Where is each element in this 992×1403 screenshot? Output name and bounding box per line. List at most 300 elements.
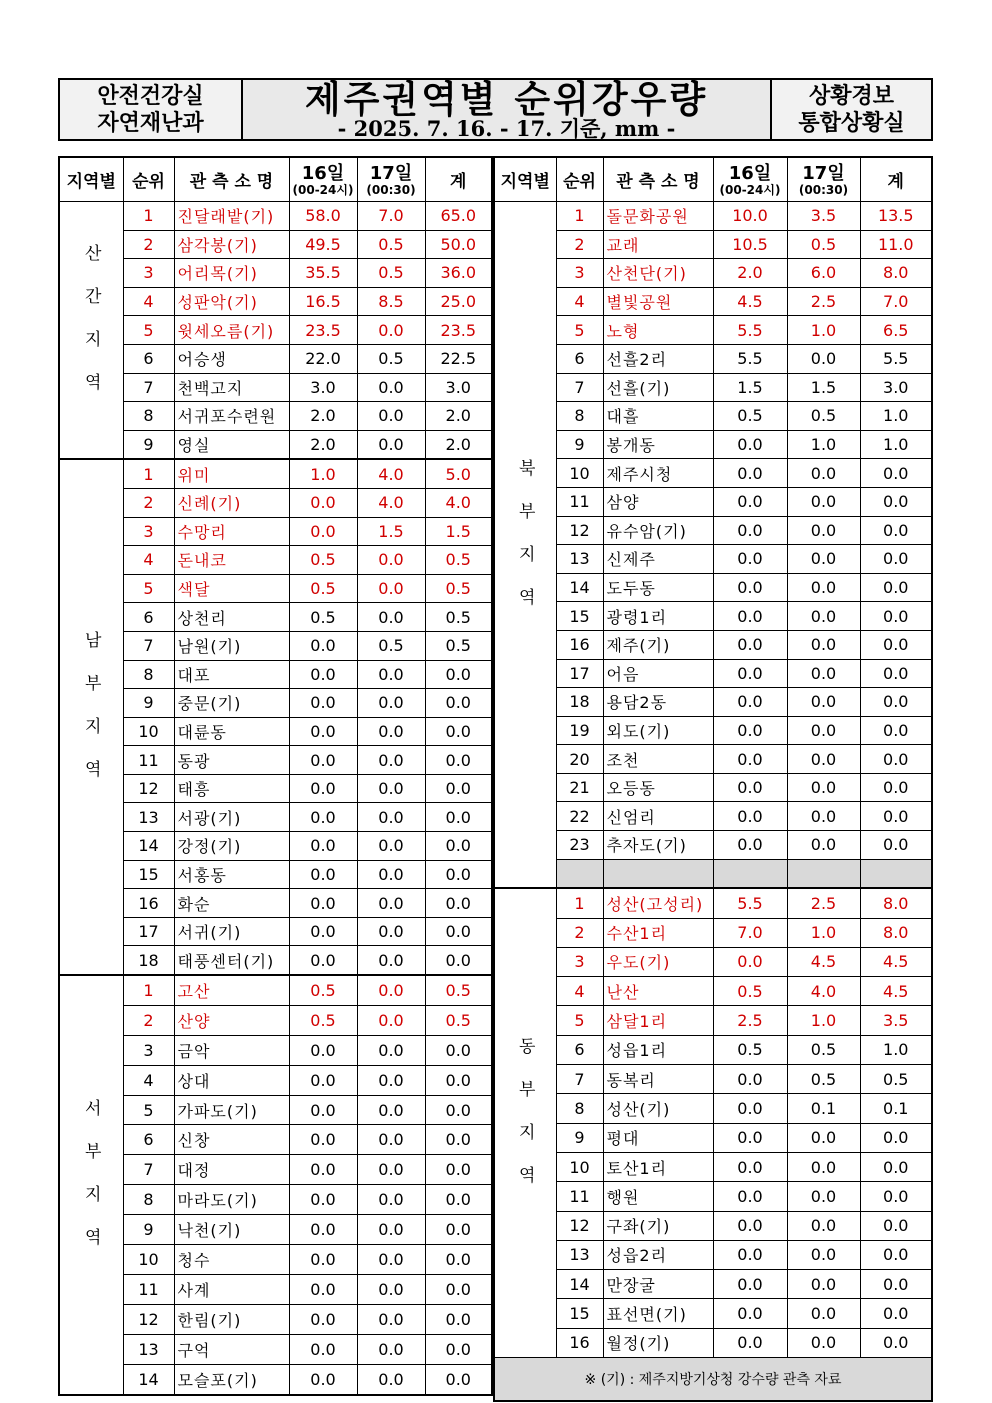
station-name: 구좌(기) bbox=[603, 1211, 713, 1240]
rain-day17: 0.0 bbox=[787, 1123, 860, 1152]
title-box bbox=[243, 77, 770, 141]
station-name: 수산1리 bbox=[603, 918, 713, 947]
rain-day16: 0.5 bbox=[289, 1005, 357, 1035]
rain-day17: 1.5 bbox=[357, 517, 425, 546]
col-region: 지역별 bbox=[59, 157, 123, 202]
station-name: 만장굴 bbox=[603, 1270, 713, 1299]
station-rank: 8 bbox=[123, 660, 174, 689]
east-row bbox=[494, 1270, 932, 1299]
rain-day17: 0.0 bbox=[787, 773, 860, 802]
south-row bbox=[59, 631, 492, 660]
station-rank: 11 bbox=[556, 487, 603, 516]
station-name: 중문(기) bbox=[174, 689, 289, 718]
rain-day17: 0.0 bbox=[357, 1065, 425, 1095]
station-name: 유수암(기) bbox=[603, 516, 713, 545]
rain-total: 0.0 bbox=[425, 860, 492, 889]
station-rank: 8 bbox=[123, 1185, 174, 1215]
station-rank: 6 bbox=[123, 603, 174, 632]
north-row bbox=[494, 630, 932, 659]
station-name: 광령1리 bbox=[603, 602, 713, 631]
station-name: 서귀포수련원 bbox=[174, 402, 289, 431]
rain-day17: 0.5 bbox=[357, 259, 425, 288]
station-rank: 12 bbox=[556, 516, 603, 545]
col-day16-range: (00-24시) bbox=[292, 182, 354, 197]
rain-total: 11.0 bbox=[860, 230, 932, 259]
south-row bbox=[59, 860, 492, 889]
rain-day16: 0.0 bbox=[713, 1094, 787, 1123]
rain-day16: 0.0 bbox=[289, 917, 357, 946]
rain-total: 0.0 bbox=[860, 545, 932, 574]
rain-day17: 0.0 bbox=[787, 1328, 860, 1357]
station-name: 선흘2리 bbox=[603, 344, 713, 373]
rain-day16: 0.0 bbox=[713, 1065, 787, 1094]
rain-total: 5.5 bbox=[860, 344, 932, 373]
rain-total: 0.0 bbox=[425, 1245, 492, 1275]
col-day17-range: (00:30) bbox=[366, 182, 416, 197]
rain-total: 0.0 bbox=[860, 1152, 932, 1181]
station-rank: 21 bbox=[556, 773, 603, 802]
right-table-header bbox=[494, 157, 932, 202]
department-box bbox=[60, 80, 243, 139]
col-day17-label: 17일 bbox=[802, 162, 845, 184]
south-row bbox=[59, 603, 492, 632]
rain-total: 0.0 bbox=[860, 573, 932, 602]
rain-day17: 0.5 bbox=[357, 230, 425, 259]
rain-day16: 0.0 bbox=[289, 1065, 357, 1095]
rain-day16: 0.0 bbox=[713, 1182, 787, 1211]
rain-total: 0.0 bbox=[425, 1274, 492, 1304]
col-day17 bbox=[787, 157, 860, 202]
station-rank: 10 bbox=[556, 1152, 603, 1181]
rain-day17: 0.0 bbox=[787, 1299, 860, 1328]
rain-day16: 0.0 bbox=[713, 947, 787, 976]
station-name: 용담2동 bbox=[603, 688, 713, 717]
rain-day17: 0.0 bbox=[357, 430, 425, 459]
station-rank: 1 bbox=[123, 459, 174, 488]
station-name: 평대 bbox=[603, 1123, 713, 1152]
station-rank: 6 bbox=[556, 1035, 603, 1064]
station-name: 난산 bbox=[603, 977, 713, 1006]
rain-total: 0.5 bbox=[425, 1005, 492, 1035]
rain-day16: 0.0 bbox=[289, 717, 357, 746]
rain-day16: 16.5 bbox=[289, 287, 357, 316]
station-rank: 3 bbox=[123, 1035, 174, 1065]
rain-total: 0.0 bbox=[860, 1328, 932, 1357]
rain-day17: 4.0 bbox=[787, 977, 860, 1006]
col-day16-label: 16일 bbox=[301, 162, 345, 184]
east-row bbox=[494, 888, 932, 918]
south-row bbox=[59, 746, 492, 775]
rain-day17: 0.0 bbox=[787, 688, 860, 717]
rain-day17: 4.0 bbox=[357, 488, 425, 517]
rain-day16: 0.0 bbox=[289, 1304, 357, 1334]
rain-day16: 2.5 bbox=[713, 1006, 787, 1035]
right-rainfall-table bbox=[493, 156, 933, 1402]
rain-day16: 4.5 bbox=[713, 287, 787, 316]
station-name: 조천 bbox=[603, 745, 713, 774]
rain-total: 1.0 bbox=[860, 402, 932, 431]
west-row bbox=[59, 1245, 492, 1275]
rain-day16: 0.0 bbox=[289, 689, 357, 718]
rain-day17: 0.0 bbox=[787, 745, 860, 774]
col-total: 계 bbox=[860, 157, 932, 202]
rain-total: 0.0 bbox=[860, 1211, 932, 1240]
rain-day17: 2.5 bbox=[787, 888, 860, 918]
rain-day17: 1.0 bbox=[787, 430, 860, 459]
station-name: 외도(기) bbox=[603, 716, 713, 745]
north-row bbox=[494, 487, 932, 516]
rain-day16: 2.0 bbox=[289, 430, 357, 459]
rain-day17: 1.5 bbox=[787, 373, 860, 402]
south-row bbox=[59, 689, 492, 718]
department-line-2: 자연재난과 bbox=[97, 110, 204, 136]
station-name: 성판악(기) bbox=[174, 287, 289, 316]
station-rank: 3 bbox=[556, 259, 603, 288]
rain-total: 0.0 bbox=[860, 516, 932, 545]
rain-day17: 0.5 bbox=[787, 402, 860, 431]
station-rank: 4 bbox=[556, 287, 603, 316]
station-name: 행원 bbox=[603, 1182, 713, 1211]
station-rank: 15 bbox=[556, 1299, 603, 1328]
rain-total: 7.0 bbox=[860, 287, 932, 316]
rain-day16: 0.0 bbox=[289, 1095, 357, 1125]
rain-day17: 0.0 bbox=[787, 573, 860, 602]
station-name: 상대 bbox=[174, 1065, 289, 1095]
rain-day16: 23.5 bbox=[289, 316, 357, 345]
station-rank: 20 bbox=[556, 745, 603, 774]
station-rank: 2 bbox=[123, 230, 174, 259]
rain-total: 0.0 bbox=[425, 803, 492, 832]
station-name: 대흘 bbox=[603, 402, 713, 431]
station-rank: 7 bbox=[556, 1065, 603, 1094]
station-name: 한림(기) bbox=[174, 1304, 289, 1334]
rain-total: 0.0 bbox=[425, 946, 492, 975]
station-rank: 4 bbox=[123, 287, 174, 316]
mountain-row bbox=[59, 430, 492, 459]
rain-day17: 0.0 bbox=[787, 716, 860, 745]
rain-total: 0.5 bbox=[860, 1065, 932, 1094]
page-subtitle: - 2025. 7. 16. - 17. 기준, mm - bbox=[337, 115, 676, 141]
rain-day17: 1.0 bbox=[787, 316, 860, 345]
north-row bbox=[494, 802, 932, 831]
rain-total: 65.0 bbox=[425, 202, 492, 231]
rain-day17: 0.0 bbox=[787, 545, 860, 574]
rain-day16: 0.0 bbox=[289, 1364, 357, 1394]
station-rank: 11 bbox=[123, 746, 174, 775]
west-row bbox=[59, 1304, 492, 1334]
station-name: 별빛공원 bbox=[603, 287, 713, 316]
west-row bbox=[59, 1005, 492, 1035]
rain-total: 0.5 bbox=[425, 574, 492, 603]
east-row bbox=[494, 1035, 932, 1064]
rain-day16: 0.0 bbox=[713, 459, 787, 488]
station-name: 우도(기) bbox=[603, 947, 713, 976]
mountain-row bbox=[59, 373, 492, 402]
station-rank: 22 bbox=[556, 802, 603, 831]
rain-total: 0.0 bbox=[425, 889, 492, 918]
rain-total: 1.0 bbox=[860, 1035, 932, 1064]
rain-day17: 0.0 bbox=[357, 1215, 425, 1245]
station-rank: 7 bbox=[123, 631, 174, 660]
station-rank: 12 bbox=[123, 774, 174, 803]
rain-day17: 0.0 bbox=[787, 344, 860, 373]
station-name: 성읍1리 bbox=[603, 1035, 713, 1064]
left-table-header bbox=[59, 157, 492, 202]
station-rank: 17 bbox=[123, 917, 174, 946]
empty-cell bbox=[860, 859, 932, 888]
station-name: 대포 bbox=[174, 660, 289, 689]
rain-day17: 0.0 bbox=[357, 889, 425, 918]
mountain-row bbox=[59, 402, 492, 431]
rain-total: 0.5 bbox=[425, 546, 492, 575]
station-name: 동복리 bbox=[603, 1065, 713, 1094]
col-day16-label: 16일 bbox=[728, 162, 772, 184]
rain-total: 8.0 bbox=[860, 259, 932, 288]
north-row bbox=[494, 773, 932, 802]
rain-day17: 0.0 bbox=[357, 1304, 425, 1334]
station-name: 태흥 bbox=[174, 774, 289, 803]
station-name: 산천단(기) bbox=[603, 259, 713, 288]
rain-day16: 0.0 bbox=[713, 745, 787, 774]
station-name: 성읍2리 bbox=[603, 1240, 713, 1269]
rain-total: 2.0 bbox=[425, 402, 492, 431]
north-row bbox=[494, 602, 932, 631]
rain-total: 0.1 bbox=[860, 1094, 932, 1123]
rain-total: 2.0 bbox=[425, 430, 492, 459]
rain-total: 8.0 bbox=[860, 918, 932, 947]
station-name: 추자도(기) bbox=[603, 831, 713, 860]
col-station: 관 측 소 명 bbox=[603, 157, 713, 202]
rain-day17: 0.0 bbox=[787, 1270, 860, 1299]
rain-total: 0.0 bbox=[860, 1123, 932, 1152]
rain-day16: 0.0 bbox=[289, 803, 357, 832]
rain-day17: 0.0 bbox=[357, 1035, 425, 1065]
station-rank: 16 bbox=[556, 1328, 603, 1357]
west-row bbox=[59, 1274, 492, 1304]
rain-day16: 0.0 bbox=[289, 1274, 357, 1304]
rain-total: 0.0 bbox=[425, 717, 492, 746]
mountain-row bbox=[59, 230, 492, 259]
empty-cell bbox=[787, 859, 860, 888]
note-row bbox=[494, 1358, 932, 1402]
rain-day16: 0.0 bbox=[713, 802, 787, 831]
station-name: 돈내코 bbox=[174, 546, 289, 575]
station-rank: 14 bbox=[123, 1364, 174, 1394]
rain-day17: 0.0 bbox=[357, 1155, 425, 1185]
rain-total: 0.0 bbox=[425, 832, 492, 861]
rain-total: 4.5 bbox=[860, 977, 932, 1006]
west-row bbox=[59, 1185, 492, 1215]
station-name: 오등동 bbox=[603, 773, 713, 802]
south-row bbox=[59, 660, 492, 689]
rain-day16: 0.0 bbox=[713, 831, 787, 860]
north-region-label: 북부지역 bbox=[494, 202, 556, 889]
rain-total: 36.0 bbox=[425, 259, 492, 288]
col-day16-range: (00-24시) bbox=[719, 182, 781, 197]
east-row bbox=[494, 1065, 932, 1094]
left-rainfall-table bbox=[58, 156, 493, 1396]
south-row bbox=[59, 832, 492, 861]
rain-day17: 0.1 bbox=[787, 1094, 860, 1123]
rain-day16: 0.0 bbox=[713, 516, 787, 545]
station-rank: 9 bbox=[556, 1123, 603, 1152]
col-day17-label: 17일 bbox=[369, 162, 413, 184]
rain-day17: 0.0 bbox=[787, 1152, 860, 1181]
rain-day16: 0.0 bbox=[713, 1123, 787, 1152]
south-row bbox=[59, 889, 492, 918]
rain-day17: 0.0 bbox=[357, 917, 425, 946]
west-row bbox=[59, 1065, 492, 1095]
station-name: 서홍동 bbox=[174, 860, 289, 889]
rain-day17: 0.0 bbox=[357, 546, 425, 575]
department-line-1: 안전건강실 bbox=[97, 83, 204, 109]
rain-day16: 5.5 bbox=[713, 316, 787, 345]
col-rank: 순위 bbox=[123, 157, 174, 202]
rain-day16: 0.0 bbox=[713, 688, 787, 717]
rain-day16: 0.0 bbox=[289, 832, 357, 861]
station-name: 대정 bbox=[174, 1155, 289, 1185]
rain-total: 0.0 bbox=[860, 688, 932, 717]
rain-day17: 1.0 bbox=[787, 918, 860, 947]
station-rank: 6 bbox=[556, 344, 603, 373]
rain-total: 0.0 bbox=[425, 1304, 492, 1334]
station-rank: 7 bbox=[123, 1155, 174, 1185]
south-row bbox=[59, 917, 492, 946]
rain-total: 0.0 bbox=[860, 1270, 932, 1299]
rain-day16: 0.0 bbox=[289, 889, 357, 918]
rain-day16: 0.0 bbox=[713, 487, 787, 516]
station-rank: 9 bbox=[123, 1215, 174, 1245]
rain-day17: 7.0 bbox=[357, 202, 425, 231]
col-day16 bbox=[289, 157, 357, 202]
rain-day16: 10.5 bbox=[713, 230, 787, 259]
north-row bbox=[494, 459, 932, 488]
station-name: 구억 bbox=[174, 1334, 289, 1364]
west-row bbox=[59, 1095, 492, 1125]
east-row bbox=[494, 1328, 932, 1357]
station-rank: 5 bbox=[123, 316, 174, 345]
station-name: 삼달1리 bbox=[603, 1006, 713, 1035]
rain-day17: 0.0 bbox=[787, 487, 860, 516]
rain-total: 0.0 bbox=[860, 1299, 932, 1328]
mountain-row bbox=[59, 287, 492, 316]
station-rank: 8 bbox=[123, 402, 174, 431]
south-region-label: 남부지역 bbox=[59, 459, 123, 975]
east-row bbox=[494, 918, 932, 947]
station-name: 신창 bbox=[174, 1125, 289, 1155]
rain-total: 0.0 bbox=[860, 602, 932, 631]
rain-day16: 0.0 bbox=[713, 1299, 787, 1328]
rain-total: 0.0 bbox=[425, 1185, 492, 1215]
rain-day16: 0.5 bbox=[713, 1035, 787, 1064]
rain-day17: 0.0 bbox=[357, 603, 425, 632]
left-table-body bbox=[59, 202, 492, 1395]
north-row bbox=[494, 573, 932, 602]
rain-total: 4.0 bbox=[425, 488, 492, 517]
col-station: 관 측 소 명 bbox=[174, 157, 289, 202]
station-rank: 19 bbox=[556, 716, 603, 745]
rain-total: 5.0 bbox=[425, 459, 492, 488]
rain-day16: 2.0 bbox=[713, 259, 787, 288]
rain-day17: 0.5 bbox=[357, 344, 425, 373]
south-row bbox=[59, 803, 492, 832]
north-row bbox=[494, 516, 932, 545]
rain-total: 0.0 bbox=[425, 1215, 492, 1245]
station-rank: 15 bbox=[556, 602, 603, 631]
rain-total: 3.5 bbox=[860, 1006, 932, 1035]
station-name: 동광 bbox=[174, 746, 289, 775]
station-name: 제주(기) bbox=[603, 630, 713, 659]
rain-day17: 0.0 bbox=[787, 659, 860, 688]
station-rank: 11 bbox=[123, 1274, 174, 1304]
station-rank: 7 bbox=[556, 373, 603, 402]
station-name: 삼각봉(기) bbox=[174, 230, 289, 259]
north-row bbox=[494, 716, 932, 745]
rain-total: 0.0 bbox=[425, 1035, 492, 1065]
rain-total: 0.0 bbox=[860, 487, 932, 516]
rain-day16: 0.0 bbox=[289, 488, 357, 517]
rain-day17: 0.0 bbox=[357, 1125, 425, 1155]
rain-day17: 0.0 bbox=[787, 831, 860, 860]
station-name: 천백고지 bbox=[174, 373, 289, 402]
rain-day17: 0.0 bbox=[357, 1364, 425, 1394]
east-row bbox=[494, 1240, 932, 1269]
station-rank: 16 bbox=[556, 630, 603, 659]
rain-day16: 3.0 bbox=[289, 373, 357, 402]
station-name: 돌문화공원 bbox=[603, 202, 713, 231]
station-name: 성산(고성리) bbox=[603, 888, 713, 918]
source-note: ※ (기) : 제주지방기상청 강수량 관측 자료 bbox=[494, 1358, 932, 1402]
rain-day17: 0.0 bbox=[787, 802, 860, 831]
south-row bbox=[59, 717, 492, 746]
col-day17 bbox=[357, 157, 425, 202]
station-name: 봉개동 bbox=[603, 430, 713, 459]
station-name: 삼양 bbox=[603, 487, 713, 516]
rain-day17: 0.5 bbox=[787, 1035, 860, 1064]
station-name: 모슬포(기) bbox=[174, 1364, 289, 1394]
station-rank: 13 bbox=[556, 545, 603, 574]
south-row bbox=[59, 517, 492, 546]
rain-day17: 0.0 bbox=[787, 459, 860, 488]
rain-day16: 0.5 bbox=[289, 546, 357, 575]
station-rank: 1 bbox=[556, 888, 603, 918]
station-rank: 5 bbox=[123, 574, 174, 603]
station-rank: 18 bbox=[556, 688, 603, 717]
rain-day17: 0.0 bbox=[357, 1274, 425, 1304]
rain-day16: 0.0 bbox=[713, 602, 787, 631]
rain-total: 0.0 bbox=[425, 1125, 492, 1155]
station-name: 신엄리 bbox=[603, 802, 713, 831]
rain-day17: 4.5 bbox=[787, 947, 860, 976]
rain-day17: 3.5 bbox=[787, 202, 860, 231]
rain-total: 0.0 bbox=[425, 1364, 492, 1394]
station-name: 신례(기) bbox=[174, 488, 289, 517]
station-name: 대륜동 bbox=[174, 717, 289, 746]
station-rank: 13 bbox=[123, 803, 174, 832]
station-rank: 6 bbox=[123, 1125, 174, 1155]
north-row bbox=[494, 659, 932, 688]
station-rank: 10 bbox=[123, 1245, 174, 1275]
rain-day17: 0.0 bbox=[357, 746, 425, 775]
station-rank: 12 bbox=[123, 1304, 174, 1334]
station-name: 낙천(기) bbox=[174, 1215, 289, 1245]
rain-total: 0.0 bbox=[860, 716, 932, 745]
station-name: 마라도(기) bbox=[174, 1185, 289, 1215]
station-name: 사계 bbox=[174, 1274, 289, 1304]
rain-day17: 8.5 bbox=[357, 287, 425, 316]
south-row bbox=[59, 459, 492, 488]
rain-total: 3.0 bbox=[860, 373, 932, 402]
